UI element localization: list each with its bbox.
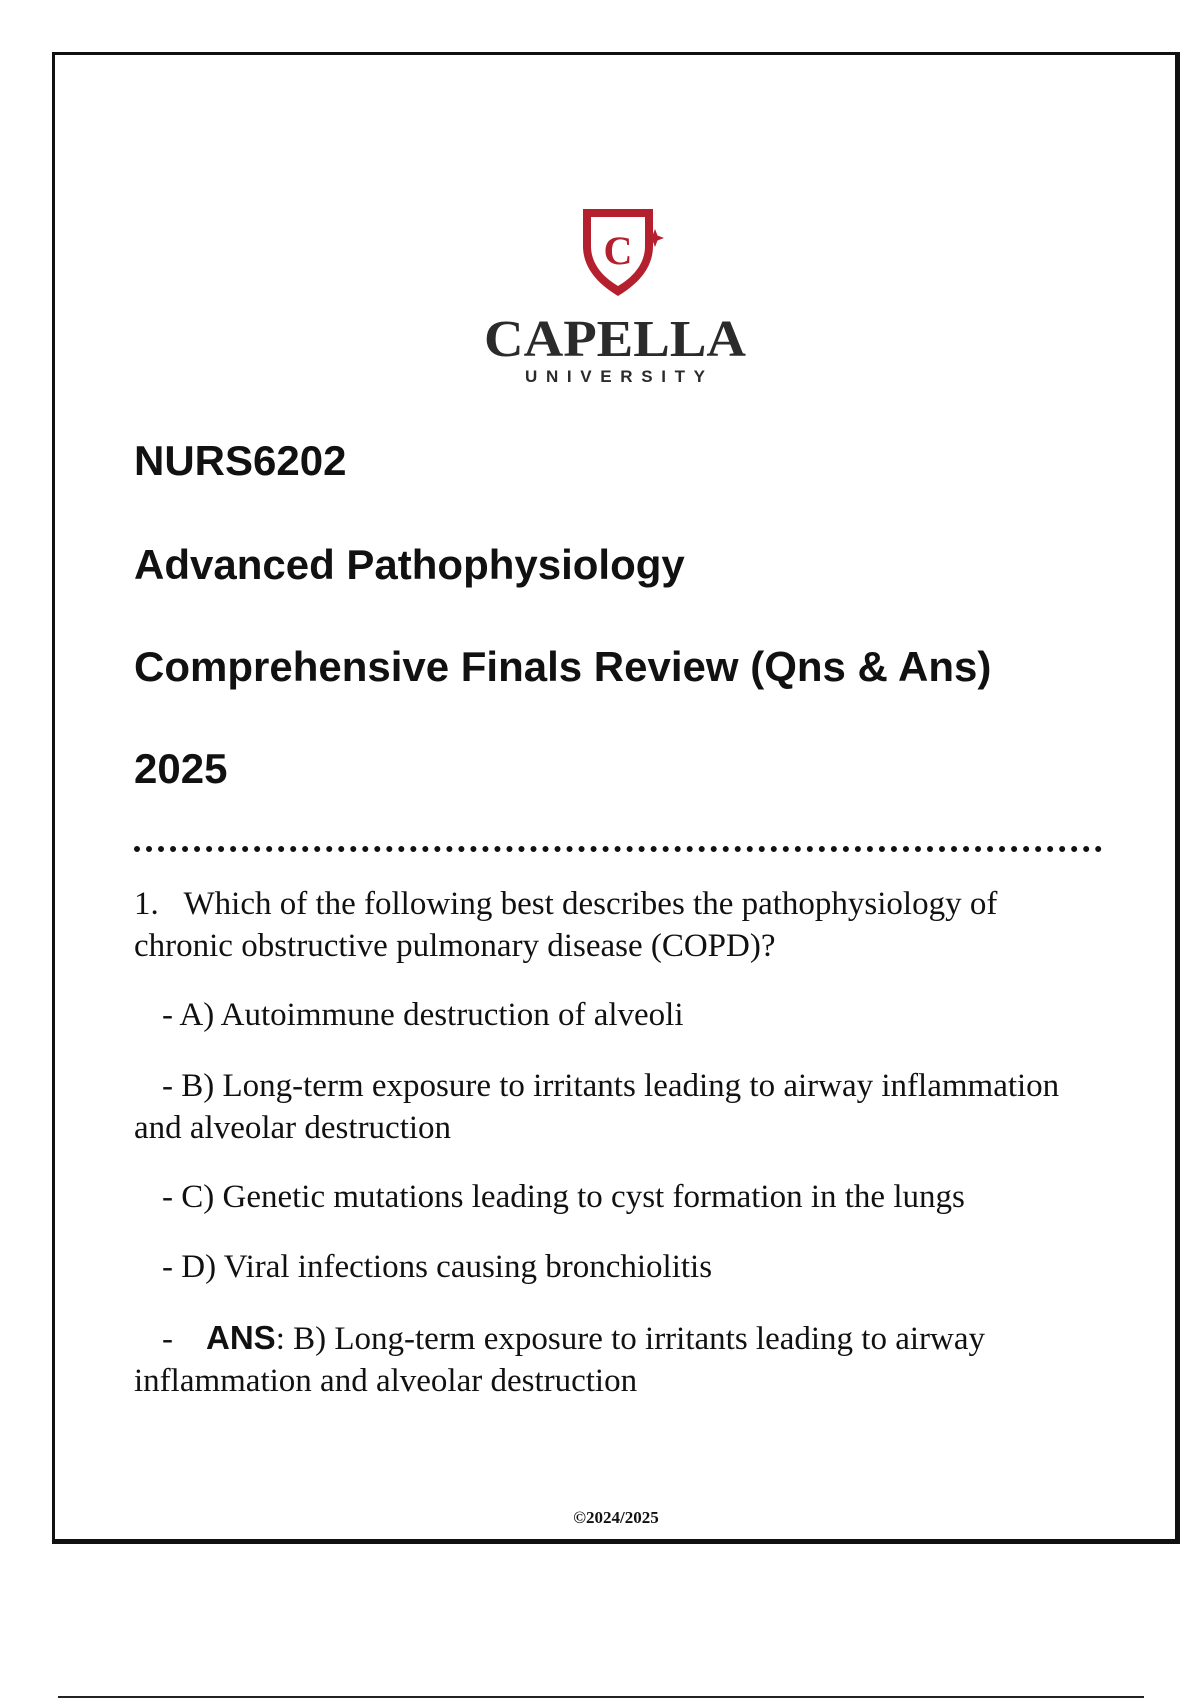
bottom-rule [58, 1696, 1144, 1698]
review-title: Comprehensive Finals Review (Qns & Ans) [134, 643, 992, 690]
capella-logo [480, 206, 750, 388]
answer-text: : B) Long-term exposure to irritants leading to airway inflammation and alveolar destruction [134, 1321, 985, 1399]
answer-line [134, 1317, 1094, 1402]
answer-prefix: - [162, 1321, 173, 1357]
option-a [134, 994, 1094, 1036]
question-number: 1. [134, 886, 159, 922]
logo-name: CAPELLA [484, 311, 747, 368]
logo-subtitle: UNIVERSITY [525, 367, 705, 386]
course-name: Advanced Pathophysiology [134, 541, 685, 588]
copyright-footer: ©2024/2025 [573, 1508, 659, 1527]
option-b-label: - B) Long-term exposure to irritants leading to airway inflammation and alveolar destruction [134, 1068, 1060, 1146]
course-code: NURS6202 [134, 437, 347, 484]
option-b [134, 1065, 1094, 1149]
option-a-label: - A) Autoimmune destruction of alveoli [162, 997, 684, 1033]
question-body: Which of the following best describes the pathophysiology of chronic obstructive pulmonary disease (COPD)? [134, 886, 998, 964]
dotted-divider [134, 846, 1102, 852]
option-d [134, 1246, 1094, 1288]
answer-label: ANS [206, 1319, 276, 1356]
year-heading: 2025 [134, 745, 228, 792]
question-text [134, 883, 1094, 967]
option-c-label: - C) Genetic mutations leading to cyst formation in the lungs [162, 1179, 965, 1215]
option-d-label: - D) Viral infections causing bronchiolitis [162, 1249, 713, 1285]
option-c [134, 1176, 1094, 1218]
shield-letter: C [603, 228, 633, 273]
